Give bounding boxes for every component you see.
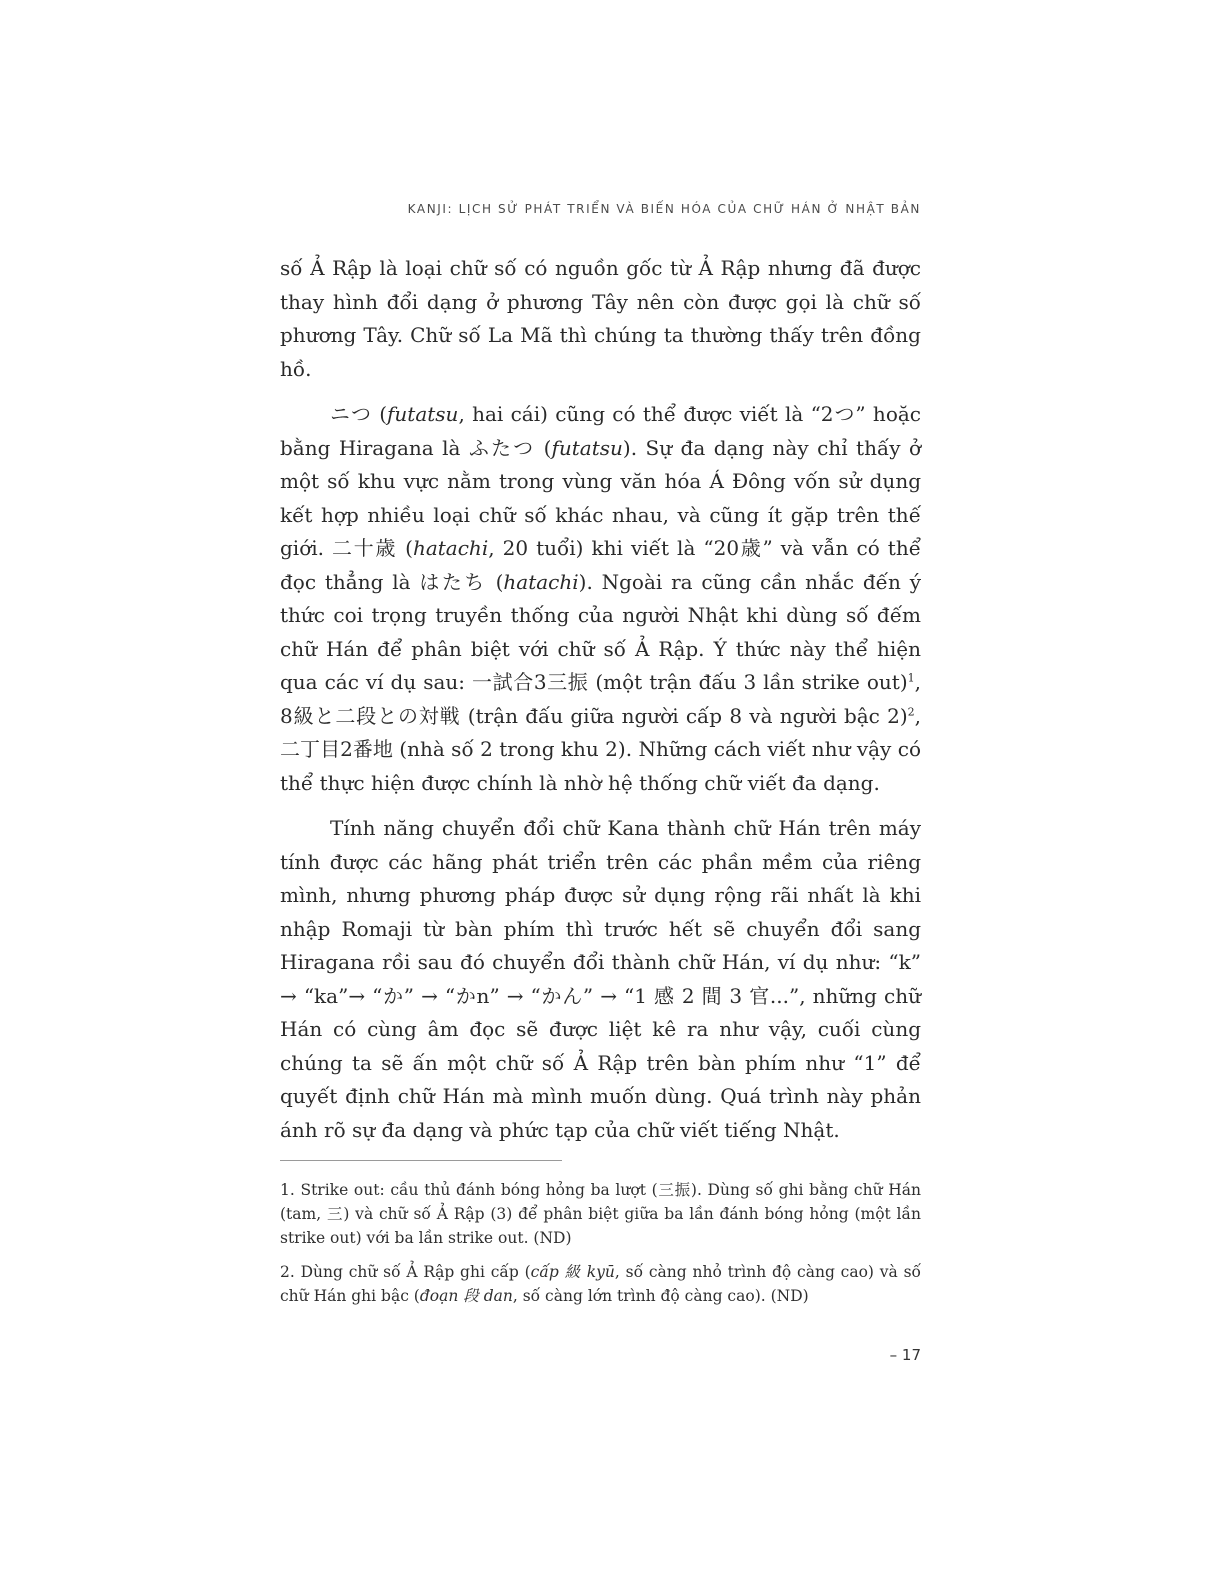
p2-text-6: , 8級と二段との対戦 (trận đấu giữa người cấp 8 và người bậc 2): [280, 670, 921, 728]
p2-text-7: , 二丁目2番地 (nhà số 2 trong khu 2). Những cách viết như vậy có thể thực hiện được chính là nhờ hệ thống chữ viết đa dạng.: [280, 703, 921, 795]
fn2-term-2: đoạn 段 dan: [419, 1287, 513, 1305]
body-text: [280, 252, 921, 1159]
p2-text-3: ). Sự đa dạng này chỉ thấy ở một số khu vực nằm trong vùng văn hóa Á Đông vốn sử dụng kết hợp nhiều loại chữ số khác nhau, và cũng ít gặp trên thế giới. 二十歳 (: [280, 435, 921, 560]
footnote-2: [280, 1260, 921, 1308]
footnote-ref-2: 2: [907, 704, 915, 718]
p2-text-1: ニつ (: [330, 402, 387, 426]
running-head: KANJI: LỊCH SỬ PHÁT TRIỂN VÀ BIẾN HÓA CỦA CHỮ HÁN Ở NHẬT BẢN: [407, 202, 921, 216]
footnote-ref-1: 1: [907, 671, 915, 685]
footnote-1: 1. Strike out: cầu thủ đánh bóng hỏng ba lượt (三振). Dùng số ghi bằng chữ Hán (tam, 三) và chữ số Ả Rập (3) để phân biệt giữa ba lần đánh bóng hỏng (một lần strike out) với ba lần strike out. (ND): [280, 1181, 921, 1247]
fn2-text-2: , số càng nhỏ trình độ càng cao) và số chữ Hán ghi bậc (: [280, 1263, 922, 1305]
page-number: – 17: [889, 1346, 921, 1364]
p2-romaji-1: futatsu: [387, 402, 459, 426]
paragraph-3: Tính năng chuyển đổi chữ Kana thành chữ Hán trên máy tính được các hãng phát triển trên các phần mềm của riêng mình, nhưng phương pháp được sử dụng rộng rãi nhất là khi nhập Romaji từ bàn phím thì trước hết sẽ chuyển đổi sang Hiragana rồi sau đó chuyển đổi thành chữ Hán, ví dụ như: “k” → “ka”→ “か” → “かn” → “かん” → “1 感 2 間 3 官...”, những chữ Hán có cùng âm đọc sẽ được liệt kê ra như vậy, cuối cùng chúng ta sẽ ấn một chữ số Ả Rập trên bàn phím như “1” để quyết định chữ Hán mà mình muốn dùng. Quá trình này phản ánh rõ sự đa dạng và phức tạp của chữ viết tiếng Nhật.: [280, 816, 921, 1142]
p2-text-2: , hai cái) cũng có thể được viết là “2つ” hoặc bằng Hiragana là ふたつ (: [280, 402, 921, 460]
fn2-term-1: cấp 級 kyū: [530, 1263, 615, 1281]
fn2-text-3: , số càng lớn trình độ càng cao). (ND): [512, 1287, 809, 1305]
p2-text-4: , 20 tuổi) khi viết là “20歳” và vẫn có thể đọc thẳng là はたち (: [280, 536, 922, 594]
p2-romaji-4: hatachi: [503, 569, 579, 594]
footnotes: [280, 1178, 921, 1318]
paragraph-1: số Ả Rập là loại chữ số có nguồn gốc từ Ả Rập nhưng đã được thay hình đổi dạng ở phương Tây nên còn được gọi là chữ số phương Tây. Chữ số La Mã thì chúng ta thường thấy trên đồng hồ.: [280, 256, 921, 381]
p2-romaji-2: futatsu: [551, 435, 623, 460]
footnote-divider: [280, 1160, 562, 1161]
p2-romaji-3: hatachi: [412, 536, 489, 560]
paragraph-2: [280, 398, 921, 800]
fn2-text-1: 2. Dùng chữ số Ả Rập ghi cấp (: [280, 1263, 531, 1281]
p2-text-5: ). Ngoài ra cũng cần nhắc đến ý thức coi trọng truyền thống của người Nhật khi dùng số đếm chữ Hán để phân biệt với chữ số Ả Rập. Ý thức này thể hiện qua các ví dụ sau: 一試合3三振 (một trận đấu 3 lần strike out): [280, 569, 921, 694]
